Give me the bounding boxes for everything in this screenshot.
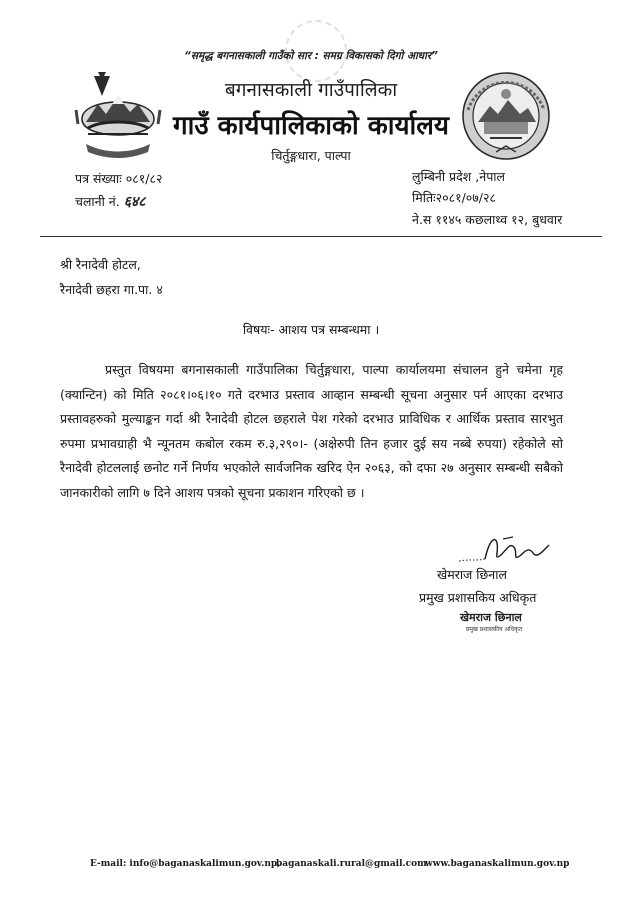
reference-number	[75, 170, 162, 187]
letter-date: मितिः२०८१/०७/२८	[412, 190, 497, 205]
handwritten-signature-icon	[455, 531, 555, 571]
dispatch-number-value: ६४८	[123, 194, 146, 210]
recipient-address: रैनादेवी छहरा गा.पा. ४	[60, 282, 163, 297]
footer-email: E-mail: info@baganaskalimun.gov.np,	[90, 859, 281, 869]
reference-number-value: ०८१/८२	[125, 171, 163, 186]
signature-stamp-name: खेमराज छिनाल	[460, 611, 522, 624]
reference-number-label: पत्र संख्याः	[75, 171, 122, 186]
province: लुम्बिनी प्रदेश ,नेपाल	[412, 169, 506, 184]
subject-line: विषयः- आशय पत्र सम्बन्धमा ।	[242, 322, 380, 337]
organization-name: बगनासकाली गाउँपालिका	[224, 79, 398, 101]
footer-website: www.baganaskalimun.gov.np	[425, 859, 570, 869]
dispatch-number-label: चलानी नं.	[75, 194, 120, 209]
footer-gmail: baganaskali.rural@gmail.com	[276, 859, 427, 869]
slogan: “समृद्ध बगनासकाली गाउँको सार : समग्र विकासको दिगो आधार”	[184, 50, 438, 62]
header-divider	[40, 236, 602, 237]
signature-stamp-title: प्रमुख प्रशासकीय अधिकृत	[466, 626, 523, 633]
office-address: चिर्तुङ्गधारा, पाल्पा	[271, 148, 351, 163]
recipient-name: श्री रैनादेवी होटल,	[60, 257, 141, 272]
letter-body: प्रस्तुत विषयमा बगनासकाली गाउँपालिका चिर्तुङ्गधारा, पाल्पा कार्यालयमा संचालन हुने चमेना गृह (क्यान्टिन) को मिति २०८१।०६।१० गते दरभाउ प्रस्ताव आव्हान सम्बन्धी सूचना अनुसार पर्न आएका दरभाउ प्रस्तावहरुको मुल्याङ्कन गर्दा श्री रैनादेवी होटल छहराले पेश गरेको दरभाउ प्राविधिक र आर्थिक प्रस्ताव सारभुत रुपमा प्रभावग्राही भै न्यूनतम कबोल रकम रु.३,२९०।- (अक्षेरुपी तिन हजार दुई सय नब्बे रुपया) रहेकोले सो रैनादेवी होटललाई छनोट गर्ने निर्णय भएकोले सार्वजनिक खरिद ऐन २०६३, को दफा २७ अनुसार सम्बन्धी सबैको जानकारीको लागि ७ दिने आशय पत्रको सूचना प्रकाशन गरिएको छ ।	[60, 362, 563, 500]
dispatch-number	[75, 192, 146, 211]
signer-title: प्रमुख प्रशासकिय अधिकृत	[419, 590, 537, 605]
nepal-sambat-date: ने.स ११४५ कछलाथ्व १२, बुधवार	[412, 212, 563, 227]
signer-name: खेमराज छिनाल	[437, 567, 507, 582]
office-name: गाउँ कार्यपालिकाको कार्यालय	[173, 111, 449, 141]
